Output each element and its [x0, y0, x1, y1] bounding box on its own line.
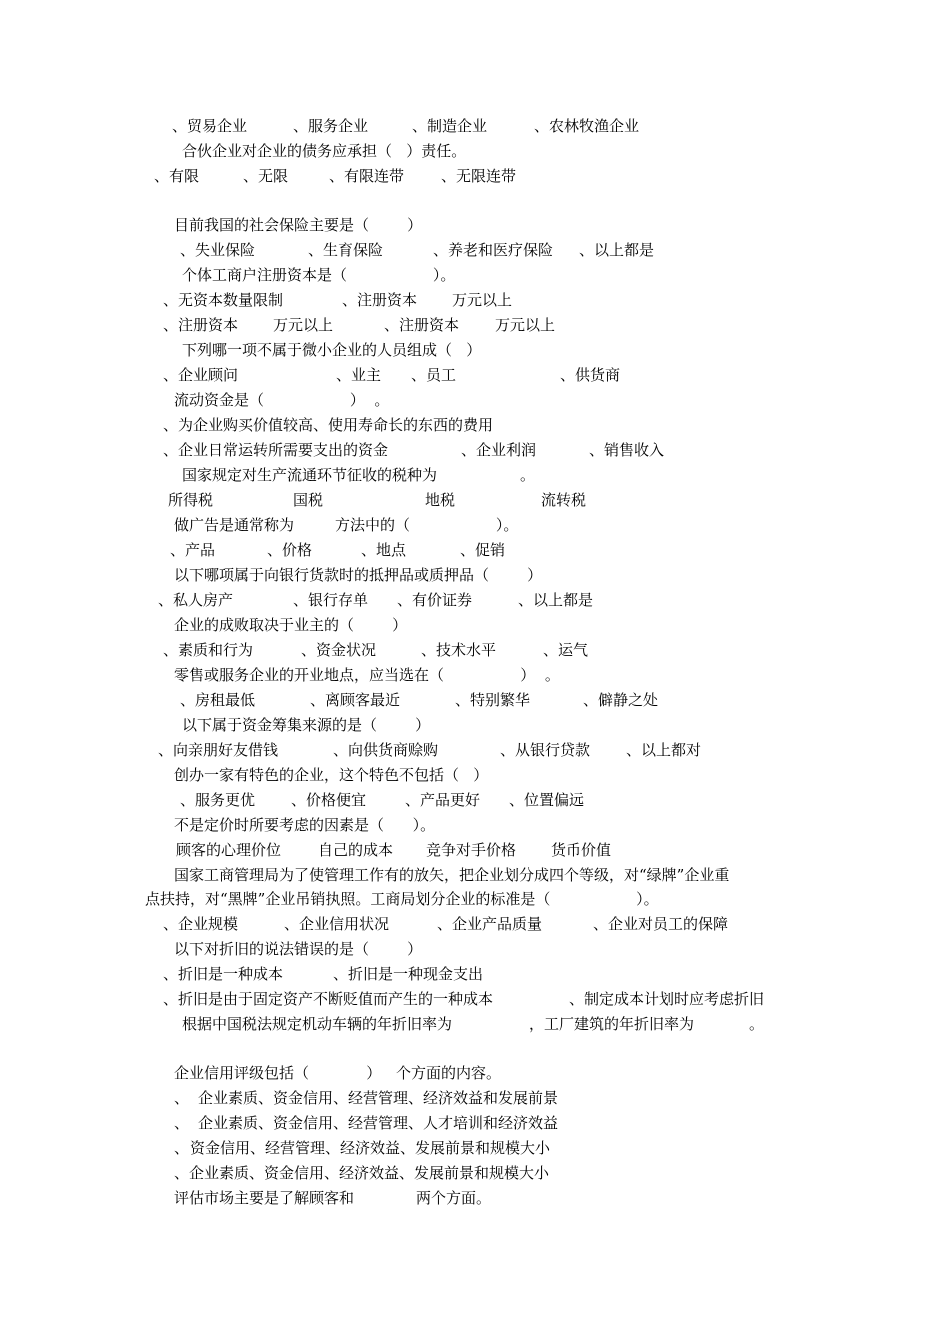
text-segment: 做广告是通常称为 [174, 516, 295, 534]
text-segment: 、无资本数量限制 [163, 291, 284, 309]
text-segment: 合伙企业对企业的债务应承担（ ）责任。 [182, 142, 467, 160]
text-segment: 企业信用评级包括（ ） [174, 1064, 382, 1082]
text-segment: 以下哪项属于向银行货款时的抵押品或质押品（ ） [174, 566, 543, 584]
text-segment: 万元以上 [495, 316, 556, 334]
text-segment: 国家规定对生产流通环节征收的税种为 [182, 466, 438, 484]
text-segment: 、注册资本 [384, 316, 460, 334]
text-segment: 、服务更优 [180, 791, 256, 809]
text-segment: 。 [749, 1015, 765, 1033]
text-segment: 、注册资本 [163, 316, 239, 334]
text-segment: 流转税 [541, 491, 587, 509]
text-segment: 地税 [425, 491, 456, 509]
text-segment: 下列哪一项不属于微小企业的人员组成（ ） [182, 341, 482, 359]
text-segment: 、房租最低 [180, 691, 256, 709]
text-segment: 、农林牧渔企业 [534, 117, 640, 135]
text-segment: 、供货商 [560, 366, 621, 384]
text-segment: 、价格 [267, 541, 313, 559]
text-segment: 、以上都对 [626, 741, 702, 759]
text-segment: 、折旧是一种成本 [163, 965, 284, 983]
text-segment: 、以上都是 [518, 591, 594, 609]
text-segment: 、 [174, 1114, 190, 1132]
text-segment: 、以上都是 [579, 241, 655, 259]
text-segment: 、失业保险 [180, 241, 256, 259]
text-segment: 以下对折旧的说法错误的是（ ） [174, 940, 423, 958]
text-segment: 、地点 [361, 541, 407, 559]
text-segment: 、促销 [460, 541, 506, 559]
text-segment: 流动资金是（ ） 。 [174, 391, 390, 409]
text-segment: 、从银行贷款 [500, 741, 591, 759]
text-segment: 、离顾客最近 [310, 691, 401, 709]
text-segment: 、折旧是由于固定资产不断贬值而产生的一种成本 [163, 990, 494, 1008]
text-segment: 、 [174, 1089, 190, 1107]
text-segment: 、价格便宜 [291, 791, 367, 809]
text-segment: 、有限 [154, 167, 200, 185]
text-segment: 、企业规模 [163, 915, 239, 933]
text-segment: 、技术水平 [421, 641, 497, 659]
text-segment: 目前我国的社会保险主要是（ ） [174, 216, 423, 234]
text-segment: 。 [520, 466, 536, 484]
text-segment: 国税 [293, 491, 324, 509]
text-segment: 、生育保险 [308, 241, 384, 259]
text-segment: 、业主 [336, 366, 382, 384]
text-segment: 、注册资本 [342, 291, 418, 309]
text-segment: 根据中国税法规定机动车辆的年折旧率为 [182, 1015, 453, 1033]
text-segment: 竞争对手价格 [426, 841, 517, 859]
text-segment: 、向亲朋好友借钱 [158, 741, 279, 759]
text-segment: 两个方面。 [416, 1189, 492, 1207]
text-segment: 所得税 [168, 491, 214, 509]
text-segment: 零售或服务企业的开业地点，应当选在（ ） 。 [174, 666, 560, 684]
text-segment: 、向供货商赊购 [333, 741, 439, 759]
text-segment: 方法中的（ ）。 [335, 516, 519, 534]
text-segment: 、资金状况 [301, 641, 377, 659]
text-segment: 、无限 [243, 167, 289, 185]
text-segment: 、折旧是一种现金支出 [333, 965, 484, 983]
text-segment: 、有价证券 [397, 591, 473, 609]
text-segment: 、僻静之处 [583, 691, 659, 709]
text-segment: 、企业信用状况 [284, 915, 390, 933]
text-segment: 个方面的内容。 [396, 1064, 502, 1082]
text-segment: 、服务企业 [293, 117, 369, 135]
text-segment: 、 [174, 1139, 190, 1157]
text-segment: 个体工商户注册资本是（ ）。 [182, 266, 456, 284]
text-segment: 货币价值 [551, 841, 612, 859]
text-segment: 、银行存单 [293, 591, 369, 609]
text-segment: 、位置偏远 [509, 791, 585, 809]
text-segment: ，工厂建筑的年折旧率为 [529, 1015, 695, 1033]
text-segment: 资金信用、经营管理、经济效益、发展前景和规模大小 [190, 1139, 551, 1157]
text-segment: 、私人房产 [158, 591, 234, 609]
text-segment: 、为企业购买价值较高、使用寿命长的东西的费用 [163, 416, 494, 434]
text-segment: 、企业素质、资金信用、经济效益、发展前景和规模大小 [174, 1164, 550, 1182]
text-segment: 万元以上 [273, 316, 334, 334]
text-segment: 、企业顾问 [163, 366, 239, 384]
text-segment: 顾客的心理价位 [176, 841, 282, 859]
text-segment: 自己的成本 [318, 841, 394, 859]
text-segment: 、无限连带 [441, 167, 517, 185]
text-segment: 、有限连带 [329, 167, 405, 185]
text-segment: 、制定成本计划时应考虑折旧 [569, 990, 765, 1008]
text-segment: 、企业日常运转所需要支出的资金 [163, 441, 389, 459]
text-segment: 企业素质、资金信用、经营管理、经济效益和发展前景 [198, 1089, 559, 1107]
text-segment: 创办一家有特色的企业，这个特色不包括（ ） [174, 766, 489, 784]
text-segment: 、销售收入 [589, 441, 665, 459]
text-segment: 不是定价时所要考虑的因素是（ ）。 [174, 816, 436, 834]
text-segment: 、贸易企业 [172, 117, 248, 135]
text-segment: 国家工商管理局为了使管理工作有的放矢，把企业划分成四个等级，对“绿牌”企业重 [174, 866, 730, 884]
text-segment: 企业的成败取决于业主的（ ） [174, 616, 408, 634]
text-segment: 、企业对员工的保障 [593, 915, 729, 933]
text-segment: 评估市场主要是了解顾客和 [174, 1189, 355, 1207]
text-segment: 、产品更好 [405, 791, 481, 809]
text-segment: 、养老和医疗保险 [433, 241, 554, 259]
text-segment: 、特别繁华 [455, 691, 531, 709]
text-segment: 万元以上 [452, 291, 513, 309]
text-segment: 、产品 [170, 541, 216, 559]
text-segment: 、企业产品质量 [437, 915, 543, 933]
text-segment: 、运气 [543, 641, 589, 659]
text-segment: 、制造企业 [412, 117, 488, 135]
text-segment: 以下属于资金筹集来源的是（ ） [182, 716, 431, 734]
text-segment: 、素质和行为 [163, 641, 254, 659]
text-segment: 、员工 [411, 366, 457, 384]
text-segment: 点扶持，对“黑牌”企业吊销执照。工商局划分企业的标准是（ ）。 [145, 890, 659, 908]
text-segment: 、企业利润 [461, 441, 537, 459]
text-segment: 企业素质、资金信用、经营管理、人才培训和经济效益 [198, 1114, 559, 1132]
